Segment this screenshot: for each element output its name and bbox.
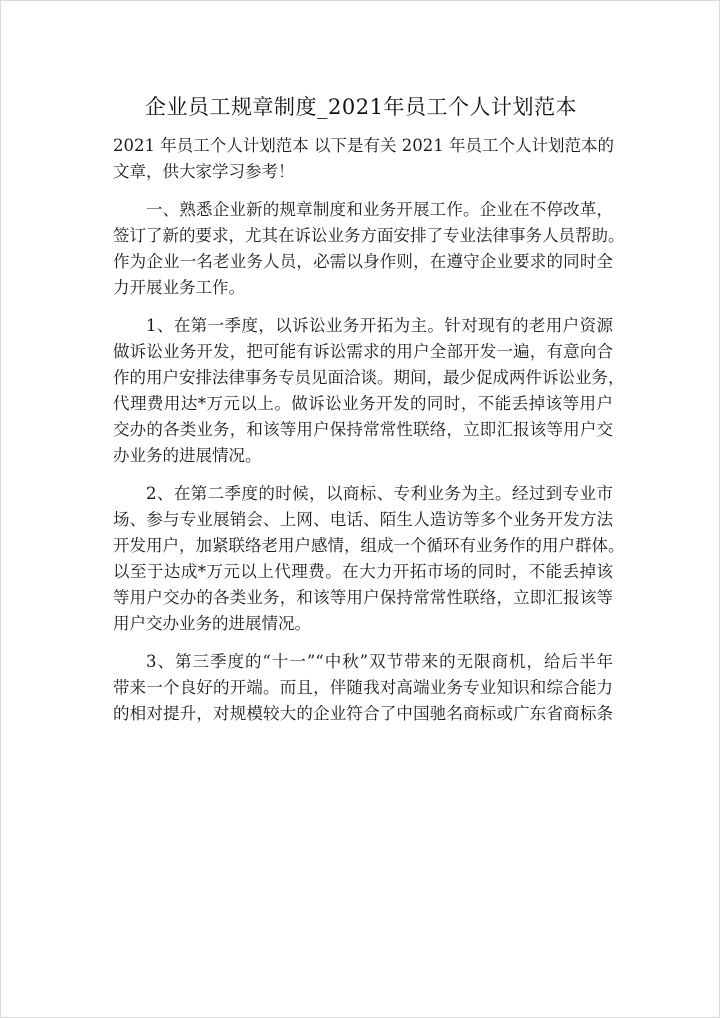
paragraph-gap	[113, 301, 613, 313]
text-line: 签订了新的要求，尤其在诉讼业务方面安排了专业法律事务人员帮助。	[113, 226, 625, 245]
paragraph	[113, 649, 613, 727]
text-line: 场、参与专业展销会、上网、电话、陌生人造访等多个业务开发方法	[113, 510, 613, 529]
text-line: 作的用户安排法律事务专员见面洽谈。期间，最少促成两件诉讼业务，	[113, 368, 625, 387]
text-line: 以至于达成*万元以上代理费。在大力开拓市场的同时，不能丢掉该	[113, 562, 613, 581]
text-line: 等用户交办的各类业务，和该等用户保持常常性联络，立即汇报该等	[113, 588, 613, 607]
text-line: 作为企业一名老业务人员，必需以身作则，在遵守企业要求的同时全	[113, 252, 613, 271]
text-line: 用户交办业务的进展情况。	[113, 614, 311, 633]
text-line: 交办的各类业务，和该等用户保持常常性联络，立即汇报该等用户交	[113, 420, 613, 439]
text-line: 做诉讼业务开发，把可能有诉讼需求的用户全部开发一遍，有意向合	[113, 342, 613, 361]
document-title: 企业员工规章制度_2021年员工个人计划范本	[145, 95, 577, 119]
text-line: 代理费用达*万元以上。做诉讼业务开发的同时，不能丢掉该等用户	[113, 394, 613, 413]
text-line: 的相对提升，对规模较大的企业符合了中国驰名商标或广东省商标条	[113, 704, 613, 723]
paragraph	[113, 133, 613, 185]
text-line: 3、第三季度的“十一”“中秋”双节带来的无限商机，给后半年	[146, 652, 613, 671]
text-line: 2021 年员工个人计划范本 以下是有关 2021 年员工个人计划范本的	[113, 136, 614, 155]
paragraph	[113, 197, 625, 301]
paragraph-gap	[113, 469, 613, 481]
text-line: 2、在第二季度的时候，以商标、专利业务为主。经过到专业市	[146, 484, 613, 503]
text-line: 力开展业务工作。	[113, 278, 245, 297]
paragraph-gap	[113, 637, 613, 649]
text-line: 1、在第一季度，以诉讼业务开拓为主。针对现有的老用户资源	[146, 316, 613, 335]
text-line: 带来一个良好的开端。而且，伴随我对高端业务专业知识和综合能力	[113, 678, 613, 697]
text-line: 开发用户，加紧联络老用户感情，组成一个循环有业务作的用户群体。	[113, 536, 625, 555]
text-line: 办业务的进展情况。	[113, 446, 262, 465]
paragraph-gap	[113, 185, 613, 197]
document-body	[113, 133, 625, 727]
paragraph	[113, 481, 625, 637]
paragraph	[113, 313, 625, 469]
text-line: 文章，供大家学习参考！	[113, 162, 295, 181]
text-line: 一、熟悉企业新的规章制度和业务开展工作。企业在不停改革，	[146, 200, 613, 219]
